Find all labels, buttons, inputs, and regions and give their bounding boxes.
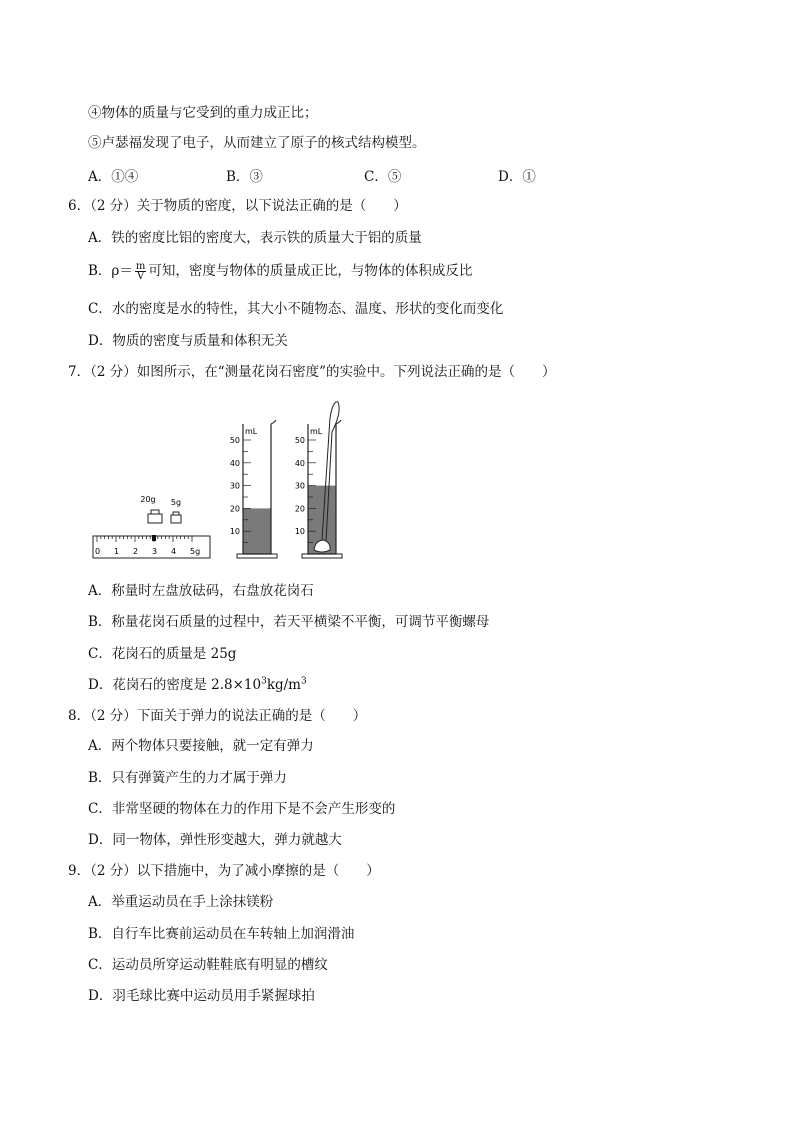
- ruler-label: 0: [95, 547, 101, 556]
- cylinder-tick-label: 40: [229, 458, 240, 468]
- ruler-label: 3: [152, 547, 158, 556]
- q7-option-d-prefix: D．花岗石的密度是 2.8×10: [88, 677, 262, 693]
- weight-20g-label: 20g: [140, 495, 156, 504]
- q6-option-a: A．铁的密度比铝的密度大，表示铁的质量大于铝的质量: [88, 230, 422, 246]
- q6-option-b-prefix: B．ρ＝: [88, 263, 133, 279]
- q5-option-a: A．①④: [88, 169, 139, 185]
- q9-option-a: A．举重运动员在手上涂抹镁粉: [88, 894, 274, 910]
- graduated-cylinder-2: [295, 402, 342, 558]
- fraction-denominator: V: [136, 271, 145, 282]
- q8-option-c: C．非常坚硬的物体在力的作用下是不会产生形变的: [88, 801, 396, 817]
- q5-options: [88, 165, 648, 183]
- q5-item-4: ④物体的质量与它受到的重力成正比；: [88, 105, 318, 121]
- ruler-label: 2: [133, 547, 139, 556]
- cylinder-tick-label: 40: [294, 458, 305, 468]
- q7-option-d-exp: 3: [261, 676, 267, 687]
- graduated-cylinder-1: [230, 420, 277, 558]
- weight-5g-icon: [171, 512, 181, 523]
- cylinder-unit-label: mL: [310, 427, 323, 436]
- q9-stem: 9．（2 分）以下措施中，为了减小摩擦的是（ ）: [68, 863, 380, 879]
- cylinder-tick-label: 30: [229, 481, 240, 491]
- beam-ruler: [93, 535, 210, 558]
- q7-option-a: A．称量时左盘放砝码，右盘放花岗石: [88, 583, 314, 599]
- q8-option-d: D．同一物体，弹性形变越大，弹力就越大: [88, 832, 342, 848]
- q9-option-d: D．羽毛球比赛中运动员用手紧握球拍: [88, 988, 315, 1004]
- q7-option-b: B．称量花岗石质量的过程中，若天平横梁不平衡，可调节平衡螺母: [88, 614, 490, 630]
- cylinder-tick-label: 20: [294, 504, 305, 514]
- q8-option-b: B．只有弹簧产生的力才属于弹力: [88, 770, 287, 786]
- q7-option-d-unit: kg/m: [266, 677, 301, 693]
- cylinder-tick-label: 20: [229, 504, 240, 514]
- q6-stem: 6．（2 分）关于物质的密度，以下说法正确的是（ ）: [68, 198, 407, 214]
- ruler-label: 1: [114, 547, 120, 556]
- cylinder-tick-label: 30: [294, 481, 305, 491]
- q9-option-c: C．运动员所穿运动鞋鞋底有明显的槽纹: [88, 957, 328, 973]
- q6-option-d: D．物质的密度与质量和体积无关: [88, 333, 288, 349]
- cylinder-tick-label: 10: [294, 527, 305, 537]
- density-fraction: [135, 262, 146, 281]
- rider-marker: [152, 535, 156, 541]
- experiment-figure: [90, 396, 360, 566]
- q6-option-c: C．水的密度是水的特性，其大小不随物态、温度、形状的变化而变化: [88, 301, 504, 317]
- q5-item-5: ⑤卢瑟福发现了电子，从而建立了原子的核式结构模型。: [88, 135, 426, 151]
- q7-option-d-unit-exp: 3: [300, 676, 307, 687]
- cylinder-unit-label: mL: [245, 427, 258, 436]
- cylinder-tick-label: 10: [229, 527, 240, 537]
- q9-option-b: B．自行车比赛前运动员在车转轴上加润滑油: [88, 926, 355, 942]
- q8-option-a: A．两个物体只要接触，就一定有弹力: [88, 738, 314, 754]
- q7-stem: 7．（2 分）如图所示，在“测量花岗石密度”的实验中。下列说法正确的是（ ）: [68, 364, 556, 380]
- q8-stem: 8．（2 分）下面关于弹力的说法正确的是（ ）: [68, 708, 367, 724]
- weight-20g-icon: [148, 510, 162, 523]
- cylinder-spout: [271, 420, 276, 424]
- cylinder-tick-label: 50: [229, 436, 240, 445]
- q5-option-b: B．③: [226, 169, 263, 185]
- q7-option-d: [88, 676, 307, 694]
- q6-option-b: [88, 262, 472, 281]
- q6-option-b-suffix: 可知，密度与物体的质量成正比，与物体的体积成反比: [148, 263, 473, 279]
- q5-option-c: C．⑤: [364, 169, 402, 185]
- weights: [140, 495, 181, 523]
- q7-option-c: C．花岗石的质量是 25g: [88, 646, 237, 662]
- fraction-numerator: m: [135, 261, 146, 272]
- weight-5g-label: 5g: [170, 498, 182, 507]
- ruler-label: 5g: [190, 547, 201, 556]
- q5-option-d: D．①: [498, 169, 536, 185]
- ruler-label: 4: [171, 547, 177, 556]
- cylinder-tick-label: 50: [294, 436, 305, 445]
